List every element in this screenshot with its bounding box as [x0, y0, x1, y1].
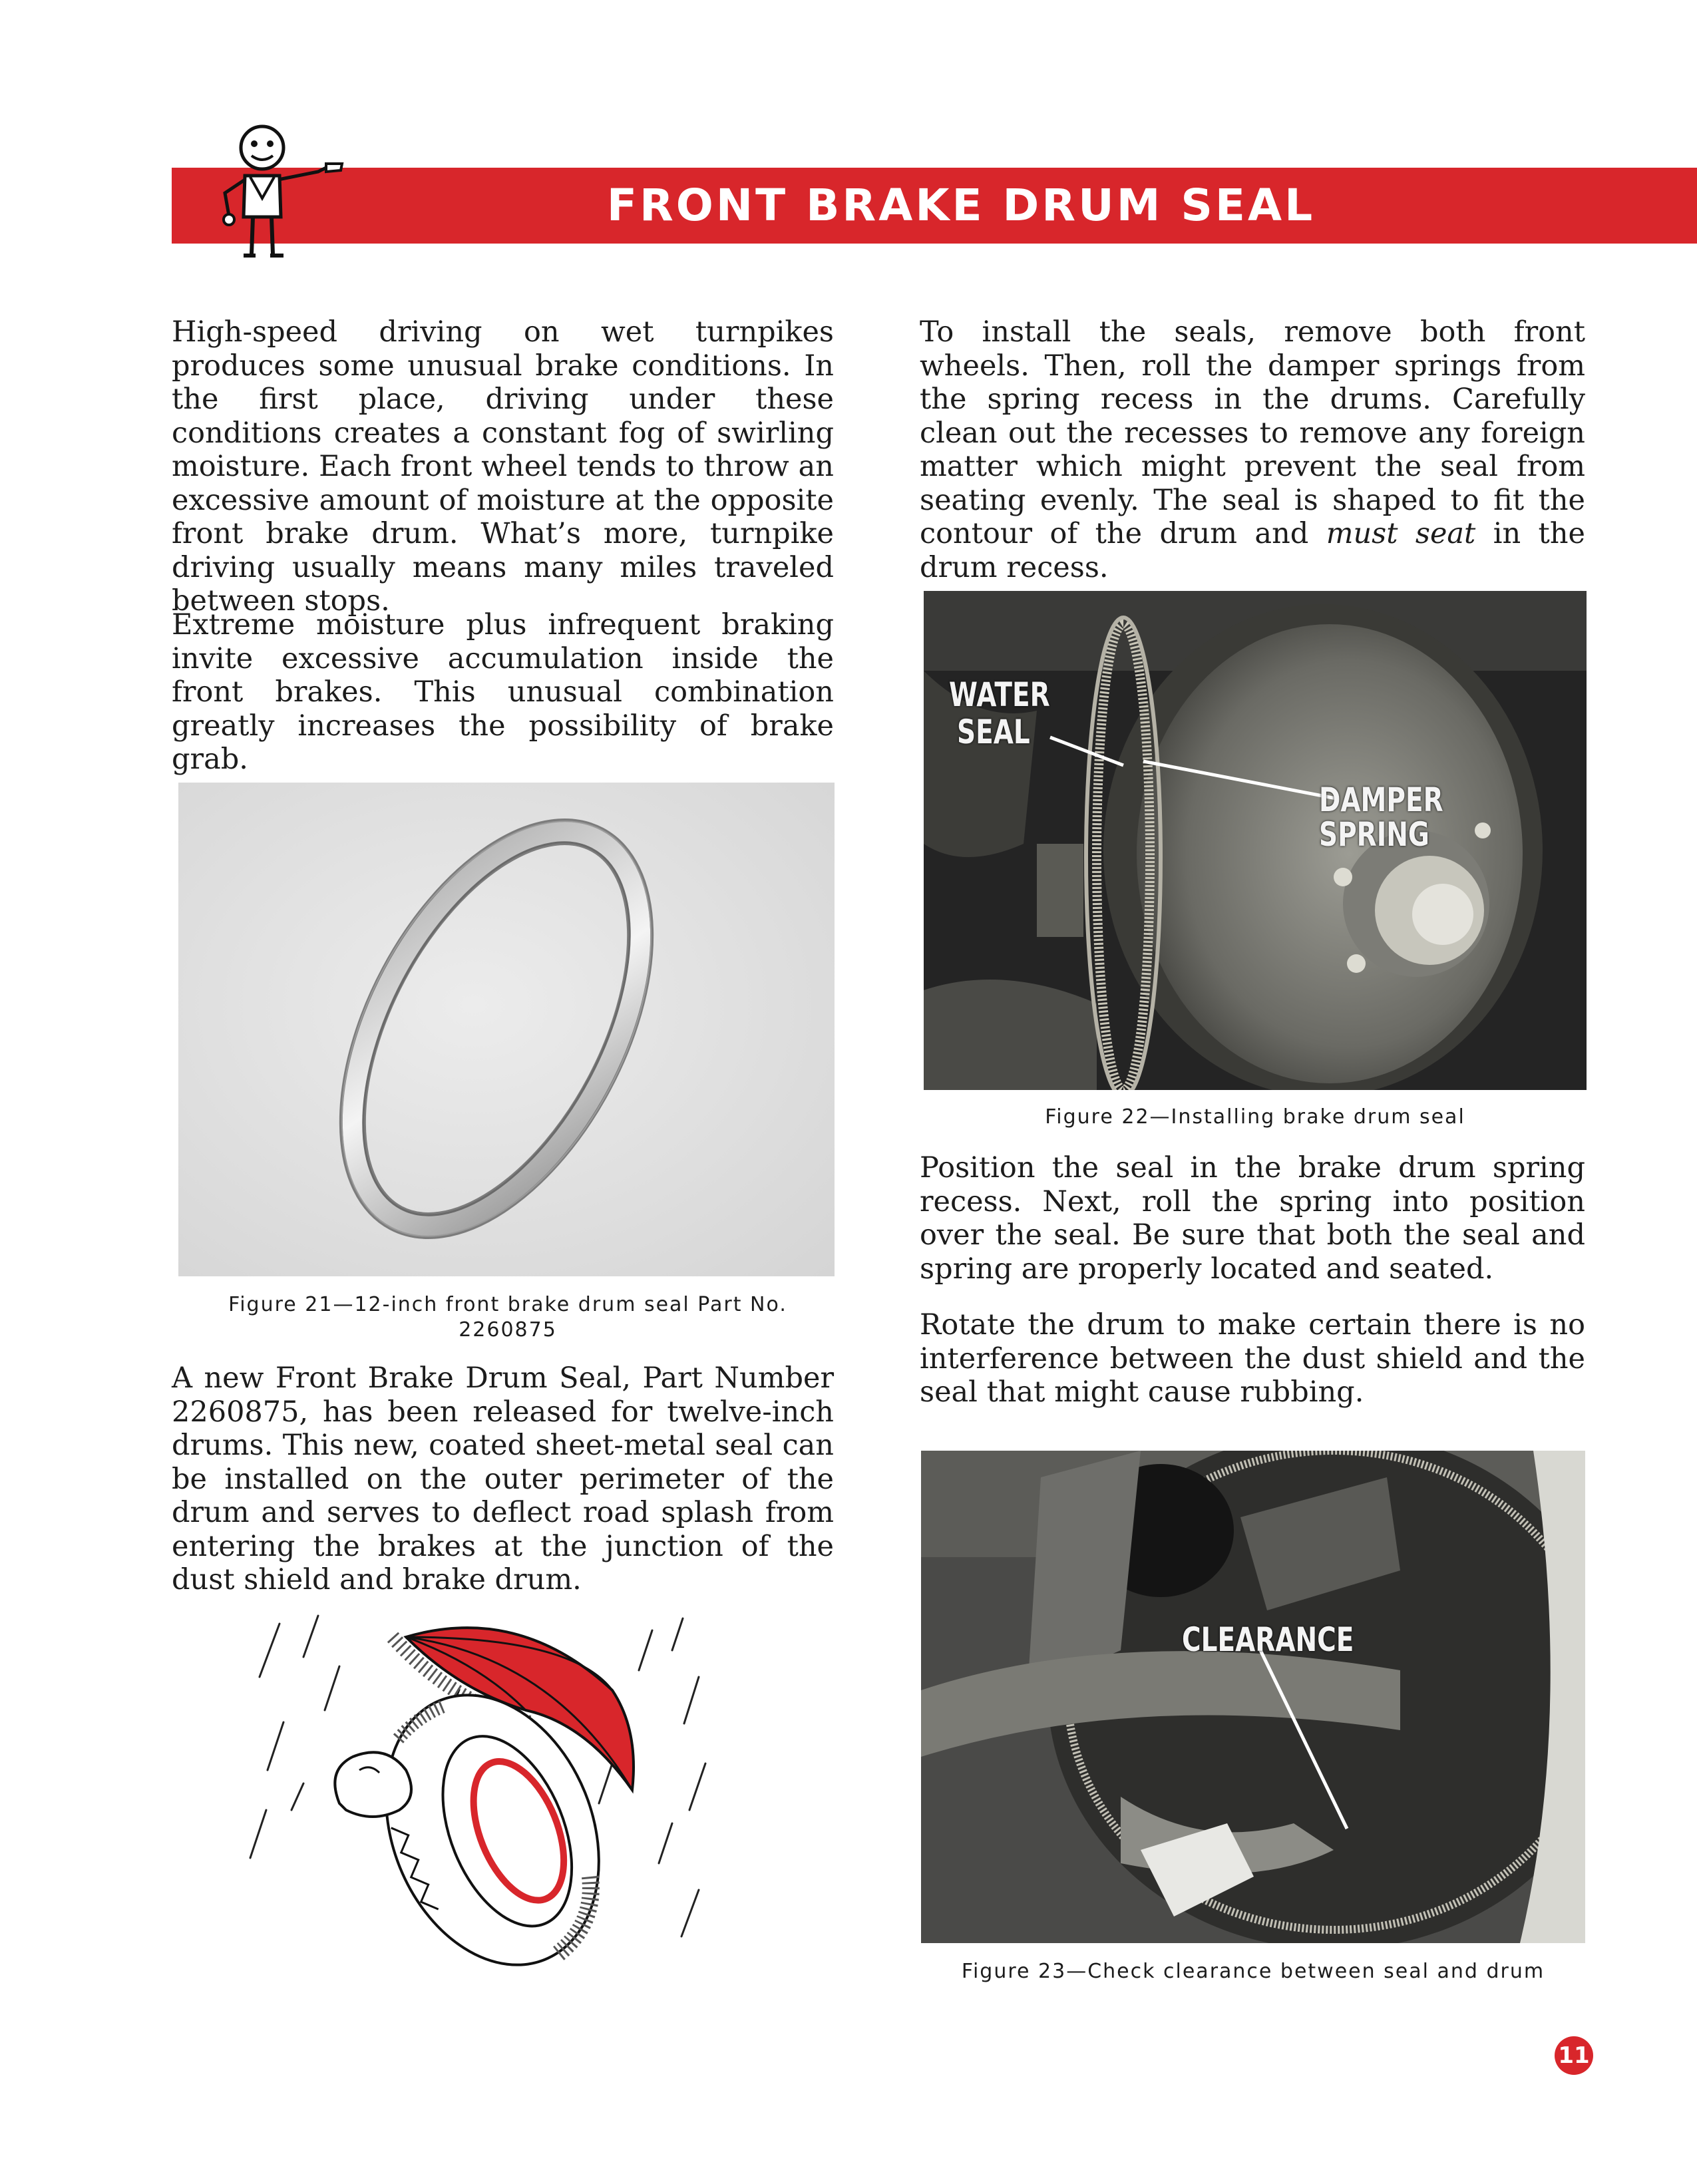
left-paragraph-3: A new Front Brake Drum Seal, Part Number 2260875, has been released for twelve-inch drums. This new, coated sheet-metal seal can be installed on the outer perimeter of the drum and serves to deflect road splash from entering the brakes at the junction of the dust shield and brake drum.	[172, 1362, 834, 1596]
damper-spring-label: DAMPER SPRING	[1319, 781, 1443, 854]
figure-22-photo	[924, 591, 1587, 1090]
right-paragraph-2: Position the seal in the brake drum spring recess. Next, roll the spring into position over the seal. Be sure that both the seal and spring are properly located and seated.	[920, 1151, 1585, 1286]
figure-22-caption: Figure 22—Installing brake drum seal	[1045, 1105, 1465, 1129]
right-paragraph-3: Rotate the drum to make certain there is no interference between the dust shield and the seal that might cause rubbing.	[920, 1308, 1585, 1409]
figure-21-photo	[178, 783, 835, 1276]
clearance-check-image	[921, 1451, 1585, 1943]
left-paragraph-2: Extreme moisture plus infrequent braking invite excessive accumulation inside the front brakes. This unusual combination greatly increases the possibility of brake grab.	[172, 608, 834, 776]
right-paragraph-1-emphasis: must seat	[1326, 517, 1476, 550]
figure-21-caption: Figure 21—12-inch front brake drum seal Part No. 2260875	[228, 1293, 787, 1342]
figure-23-caption: Figure 23—Check clearance between seal and drum	[961, 1960, 1545, 1983]
figure-23-photo	[921, 1451, 1585, 1943]
right-paragraph-1-text-a: To install the seals, remove both front wheels. Then, roll the damper springs from the spring recess in the drums. Carefully clean out the recesses to remove any foreign matter which might prevent the seal from seating evenly. The seal is shaped to fit the contour of the drum and	[920, 315, 1585, 550]
title-banner	[172, 168, 1697, 244]
right-paragraph-1	[920, 315, 1585, 584]
water-label: WATER	[949, 675, 1050, 714]
right-paragraph-1-text-b: in the drum recess.	[920, 517, 1585, 584]
umbrella-tire-illustration-icon	[240, 1610, 732, 1990]
mascot-figure-icon	[212, 124, 385, 277]
seal-label: SEAL	[957, 713, 1030, 751]
clearance-label: CLEARANCE	[1182, 1620, 1354, 1659]
page-number-badge: 11	[1555, 2036, 1593, 2075]
seal-ring-image	[178, 783, 835, 1276]
left-paragraph-1: High-speed driving on wet turnpikes produces some unusual brake conditions. In the first place, driving under these conditions creates a constant fog of swirling moisture. Each front wheel tends to throw an excessive amount of moisture at the opposite front brake drum. What’s more, turnpike driving usually means many miles traveled between stops.	[172, 315, 834, 618]
page-title: FRONT BRAKE DRUM SEAL	[606, 180, 1316, 231]
